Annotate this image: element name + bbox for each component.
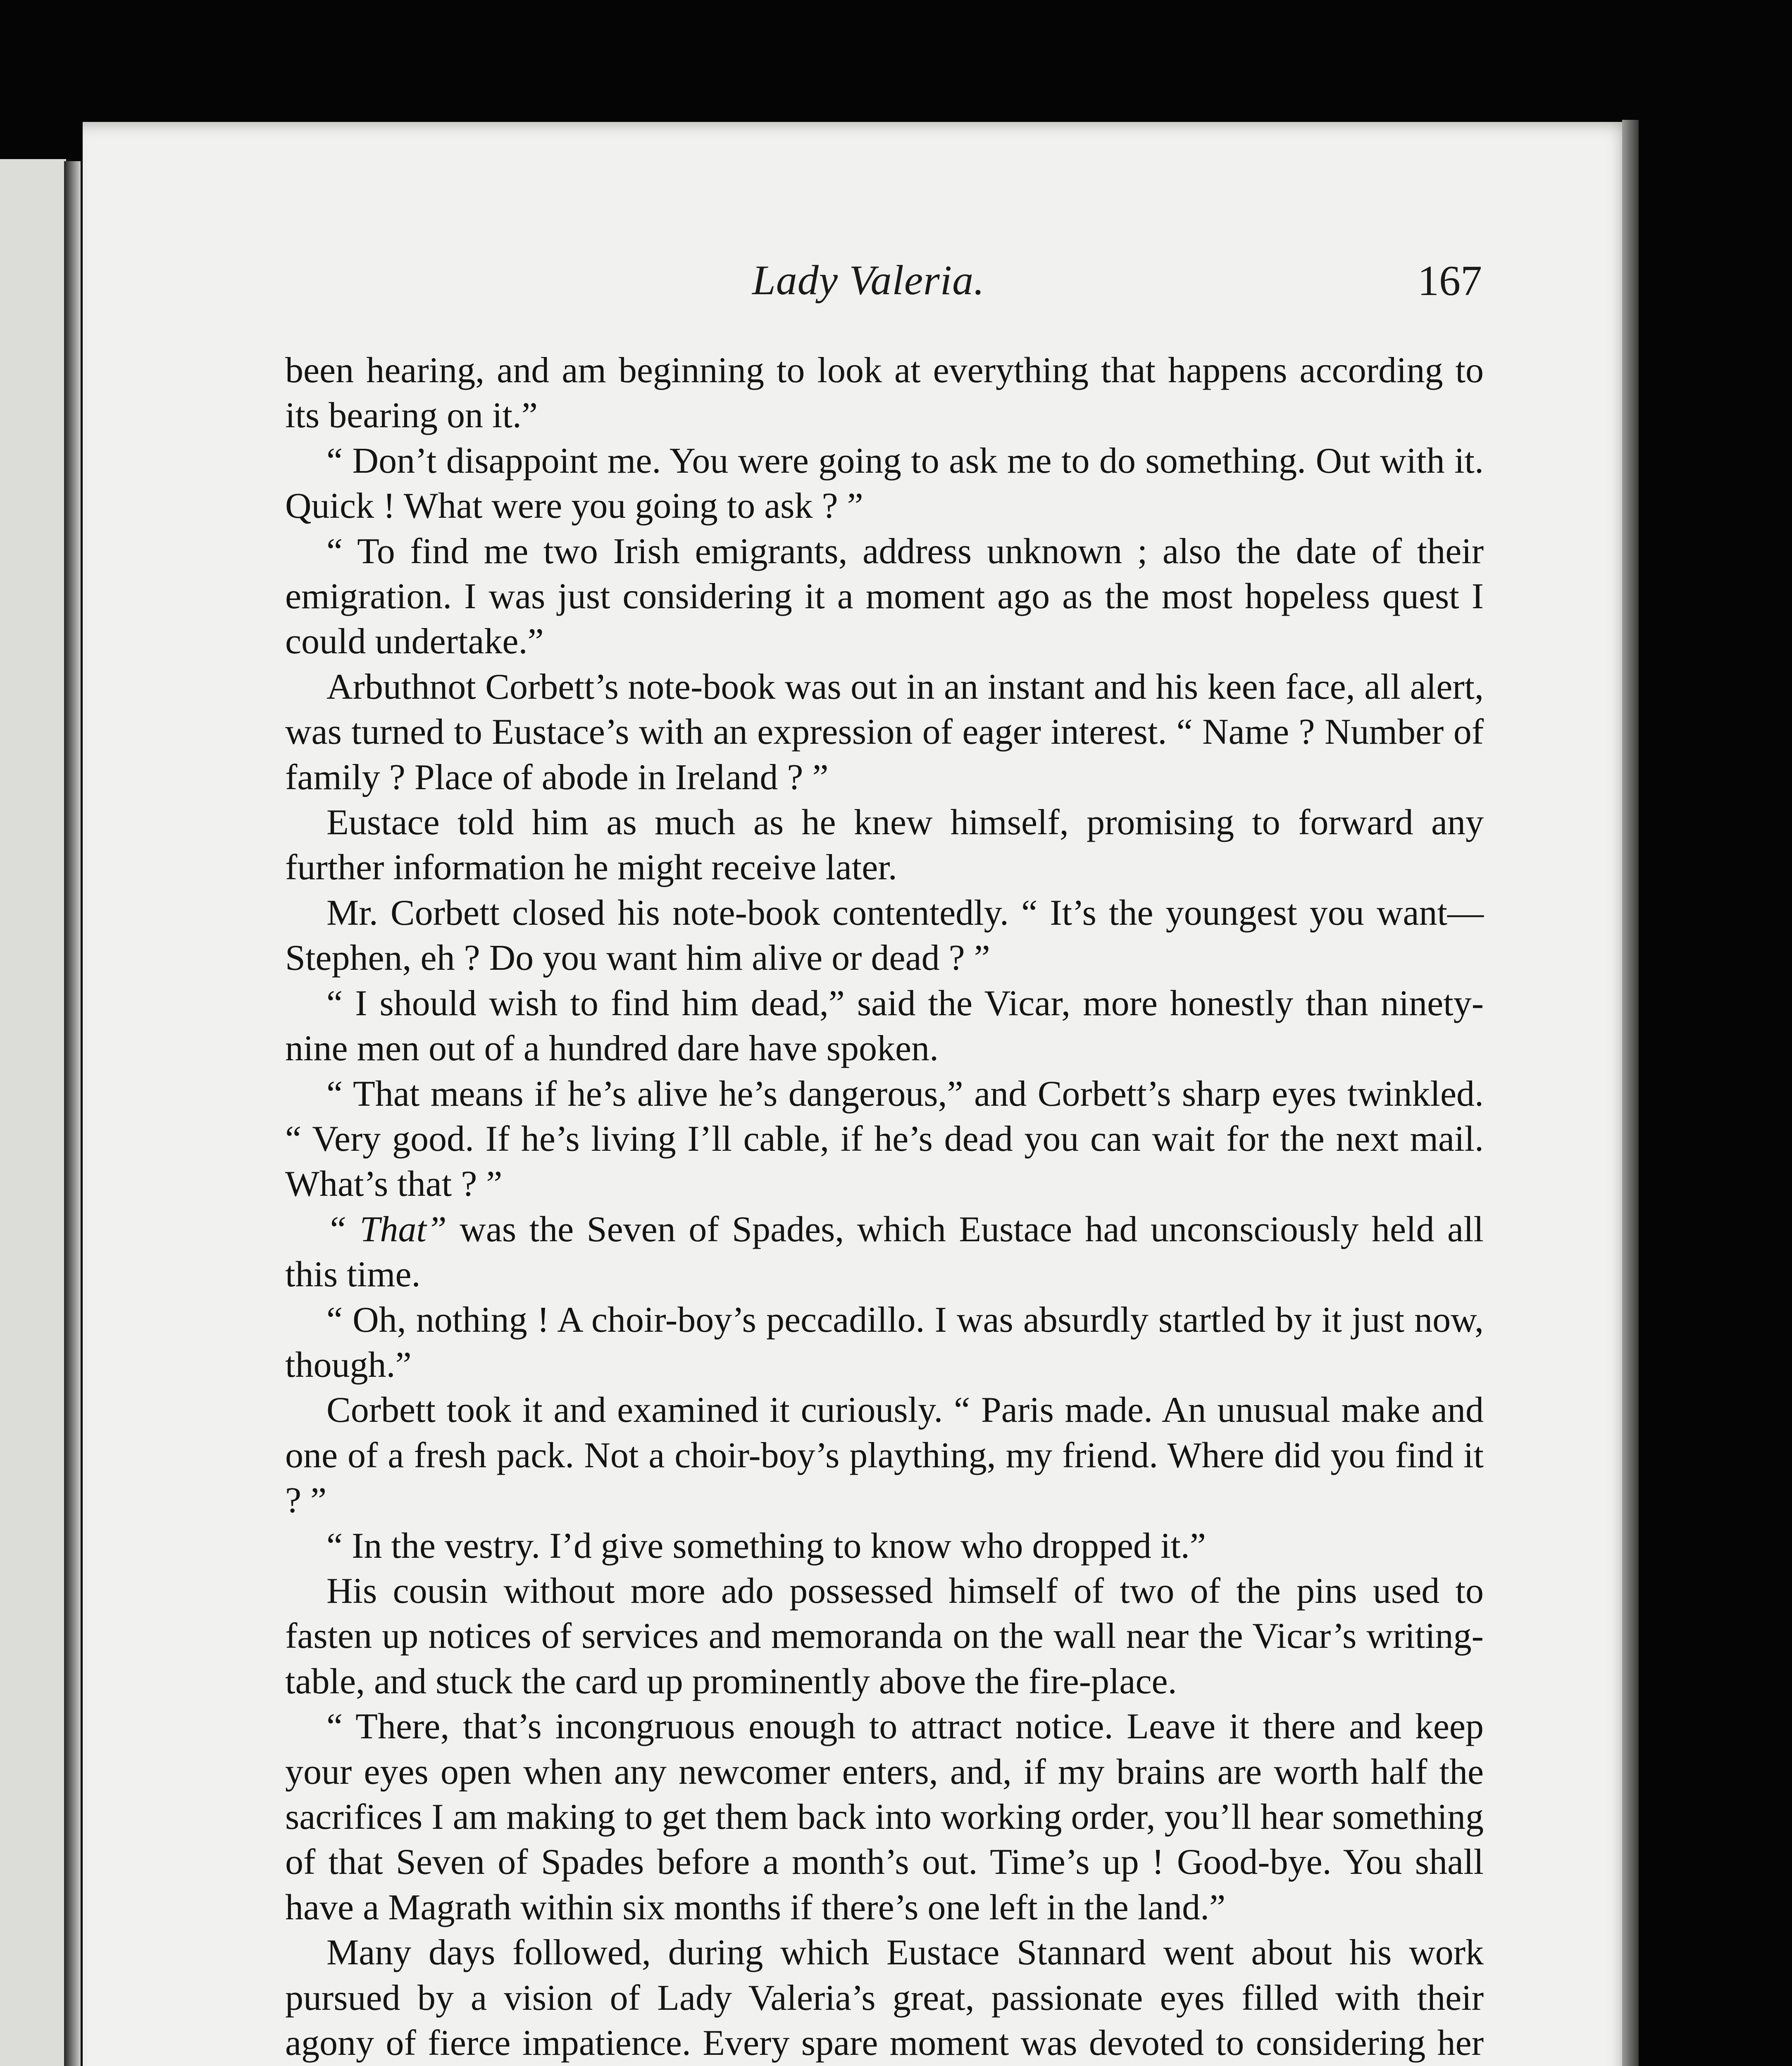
- paragraph: “ That means if he’s alive he’s dangerous,” and Corbett’s sharp eyes twinkled. “ Very good. If he’s living I’ll cable, if he’s dead you can wait for the next mail. What’s that ? ”: [285, 1073, 1484, 1204]
- running-head: Lady Valeria.: [752, 257, 985, 304]
- body-text: [285, 348, 1484, 2066]
- paragraph: “ In the vestry. I’d give something to know who dropped it.”: [326, 1526, 1206, 1566]
- paragraph: been hearing, and am beginning to look at everything that happens according to its bearing on it.”: [285, 350, 1484, 436]
- paragraph: Many days followed, during which Eustace Stannard went about his work pursued by a vision of Lady Valeria’s great, passionate eyes filled with their agony of fierce impatience. Every spare moment was devoted to considering her: [285, 1933, 1484, 2064]
- page-right-edge: [1622, 120, 1639, 2066]
- paragraph: [285, 1207, 1484, 1297]
- paragraph: His cousin without more ado possessed himself of two of the pins used to fasten up notices of services and memoranda on the wall near the Vicar’s writing-table, and stuck the card up prominently above the fire-place.: [285, 1571, 1484, 1702]
- paragraph: “ There, that’s incongruous enough to attract notice. Leave it there and keep your eyes open when any newcomer enters, and, if my brains are worth half the sacrifices I am making to get them back into working order, you’ll hear something of that Seven of Spades before a month’s out. Time’s up ! Good-bye. You shall have a Magrath within six months if there’s one left in the land.”: [285, 1707, 1484, 1928]
- paragraph: Mr. Corbett closed his note-book contentedly. “ It’s the youngest you want—Stephen, eh ? Do you want him alive or dead ? ”: [285, 893, 1484, 978]
- paragraph: “ I should wish to find him dead,” said the Vicar, more honestly than ninety-nine men out of a hundred dare have spoken.: [285, 983, 1484, 1069]
- left-page-edge: [0, 159, 70, 2066]
- paragraph: Eustace told him as much as he knew himself, promising to forward any further information he might receive later.: [285, 802, 1484, 888]
- italic-word: “ That”: [326, 1209, 447, 1250]
- gutter-shadow: [64, 161, 81, 2066]
- paragraph: “ Don’t disappoint me. You were going to ask me to do something. Out with it. Quick ! What were you going to ask ? ”: [285, 440, 1484, 526]
- paragraph: “ Oh, nothing ! A choir-boy’s peccadillo. I was absurdly startled by it just now, though.”: [285, 1300, 1484, 1385]
- paragraph-text: was the Seven of Spades, which Eustace had unconsciously held all this time.: [285, 1209, 1484, 1295]
- paragraph: “ To find me two Irish emigrants, address unknown ; also the date of their emigration. I was just considering it a moment ago as the most hopeless quest I could undertake.”: [285, 531, 1484, 662]
- paragraph: Corbett took it and examined it curiously. “ Paris made. An unusual make and one of a fresh pack. Not a choir-boy’s plaything, my friend. Where did you find it ? ”: [285, 1390, 1484, 1521]
- page-number: 167: [1418, 257, 1482, 305]
- paragraph: Arbuthnot Corbett’s note-book was out in an instant and his keen face, all alert, was turned to Eustace’s with an expression of eager interest. “ Name ? Number of family ? Place of abode in Ireland ? ”: [285, 666, 1484, 797]
